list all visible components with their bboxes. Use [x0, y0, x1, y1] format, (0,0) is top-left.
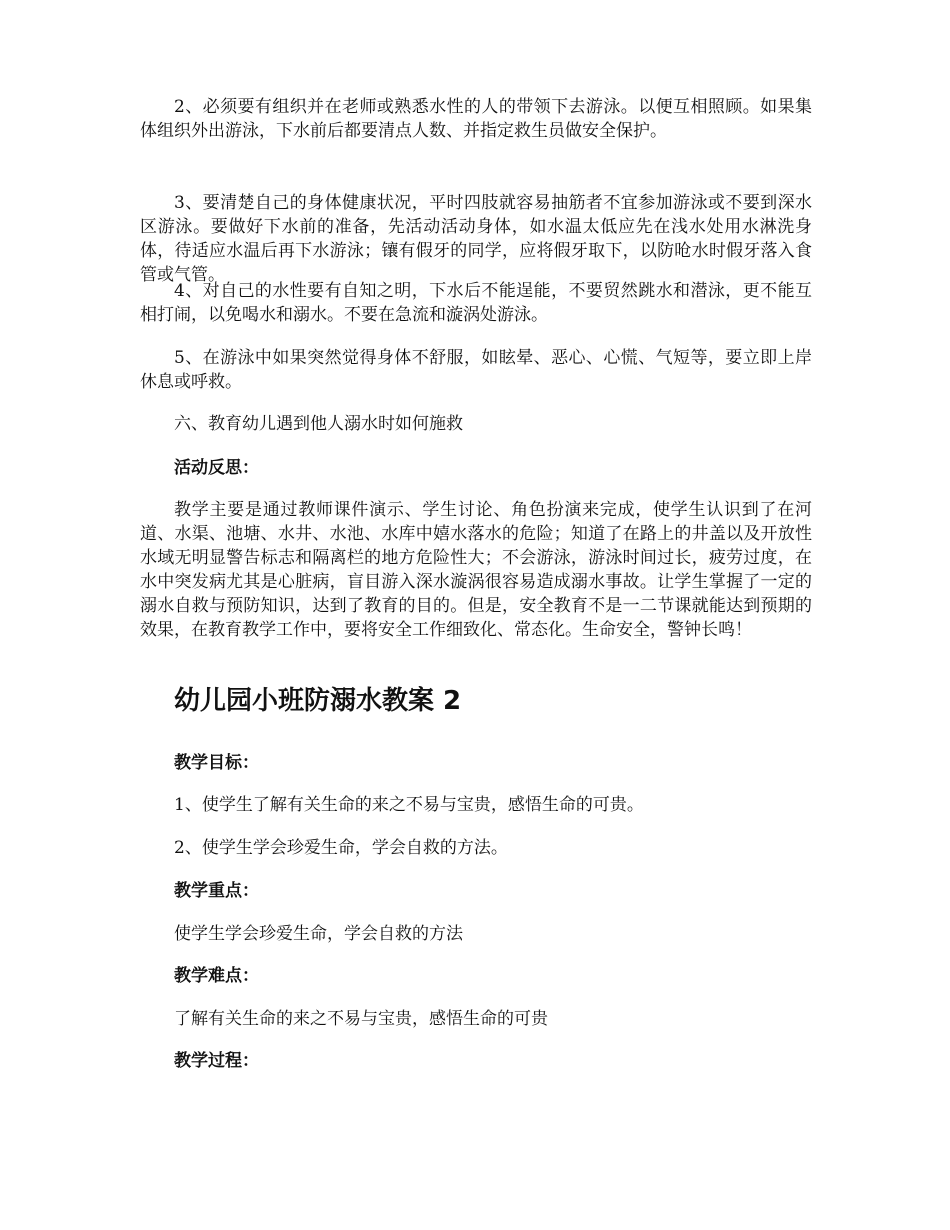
teaching-goal-1: 1、使学生了解有关生命的来之不易与宝贵，感悟生命的可贵。: [174, 795, 644, 815]
teaching-process-label: 教学过程：: [174, 1051, 259, 1071]
teaching-goals-label: 教学目标：: [174, 753, 259, 773]
teaching-difficulty-text: 了解有关生命的来之不易与宝贵，感悟生命的可贵: [174, 1009, 548, 1029]
paragraph-section-six: 六、教育幼儿遇到他人溺水时如何施救: [174, 414, 463, 434]
teaching-difficulty-label: 教学难点：: [174, 966, 259, 986]
teaching-key-text: 使学生学会珍爱生命，学会自救的方法: [174, 924, 463, 944]
section-title: 幼儿园小班防溺水教案 2: [174, 686, 462, 716]
teaching-key-label: 教学重点：: [174, 881, 259, 901]
teaching-goal-2: 2、使学生学会珍爱生命，学会自救的方法。: [174, 838, 508, 858]
reflection-paragraph: 教学主要是通过教师课件演示、学生讨论、角色扮演来完成，使学生认识到了在河道、水渠、池塘、水井、水池、水库中嬉水落水的危险；知道了在路上的井盖以及开放性水域无明显警告标志和隔离栏的地方危险性大；不会游泳，游泳时间过长，疲劳过度，在水中突发病尤其是心脏病，盲目游入深水漩涡很容易造成溺水事故。让学生掌握了一定的溺水自救与预防知识，达到了教育的目的。但是，安全教育不是一二节课就能达到预期的效果，在教育教学工作中，要将安全工作细致化、常态化。生命安全，警钟长鸣！: [140, 500, 812, 640]
paragraph-rule-5: 5、在游泳中如果突然觉得身体不舒服，如眩晕、恶心、心慌、气短等，要立即上岸休息或呼救。: [140, 348, 812, 392]
paragraph-rule-4: 4、对自己的水性要有自知之明，下水后不能逞能，不要贸然跳水和潜泳，更不能互相打闹，以免喝水和溺水。不要在急流和漩涡处游泳。: [140, 281, 812, 325]
paragraph-rule-2: 2、必须要有组织并在老师或熟悉水性的人的带领下去游泳。以便互相照顾。如果集体组织外出游泳，下水前后都要清点人数、并指定救生员做安全保护。: [140, 97, 812, 141]
reflection-label: 活动反思：: [174, 458, 259, 478]
paragraph-rule-3: 3、要清楚自己的身体健康状况，平时四肢就容易抽筋者不宜参加游泳或不要到深水区游泳。要做好下水前的准备，先活动活动身体，如水温太低应先在浅水处用水淋洗身体，待适应水温后再下水游泳；镶有假牙的同学，应将假牙取下，以防呛水时假牙落入食管或气管。: [140, 193, 812, 285]
